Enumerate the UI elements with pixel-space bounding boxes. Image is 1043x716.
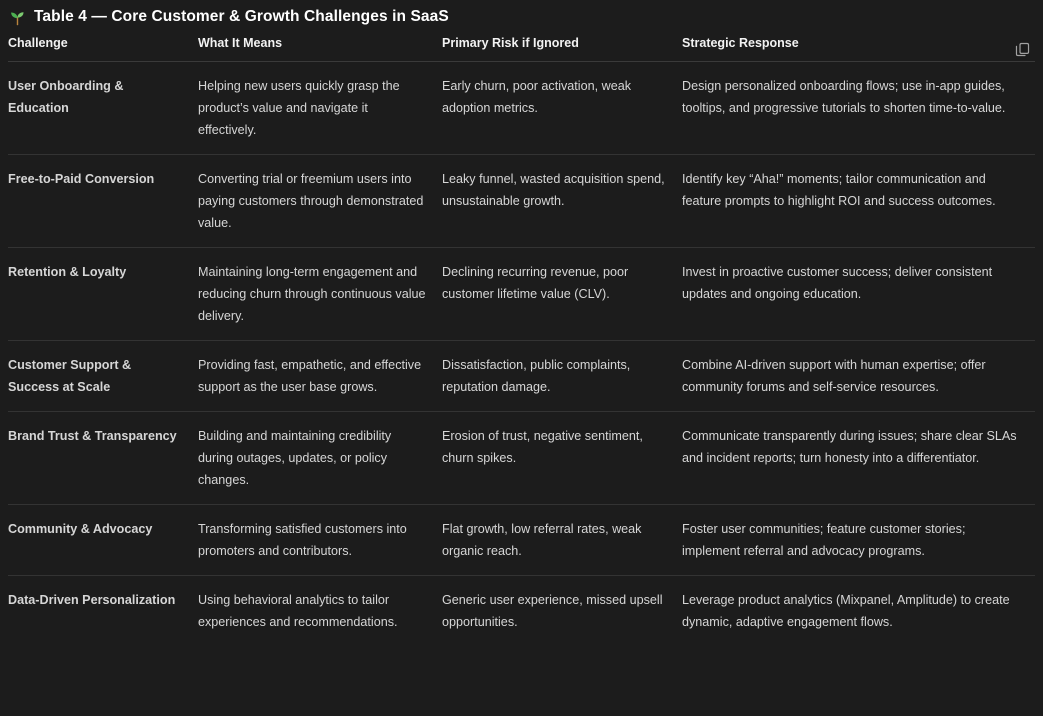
table-row [8, 155, 1035, 248]
cell-what-it-means: Converting trial or freemium users into paying customers through demonstrated value. [198, 155, 442, 248]
column-header-primary-risk: Primary Risk if Ignored [442, 36, 682, 62]
column-header-strategic-response: Strategic Response [682, 36, 1035, 62]
copy-icon[interactable] [1011, 38, 1033, 60]
page-title-text: Table 4 — Core Customer & Growth Challenges in SaaS [34, 8, 449, 25]
cell-strategic-response: Combine AI-driven support with human expertise; offer community forums and self-service resources. [682, 341, 1035, 412]
page-title [8, 0, 1035, 36]
cell-primary-risk: Early churn, poor activation, weak adoption metrics. [442, 62, 682, 155]
cell-strategic-response: Design personalized onboarding flows; use in-app guides, tooltips, and progressive tutorials to shorten time-to-value. [682, 62, 1035, 155]
challenges-table [8, 36, 1035, 646]
cell-what-it-means: Building and maintaining credibility during outages, updates, or policy changes. [198, 412, 442, 505]
cell-challenge: User Onboarding & Education [8, 62, 198, 155]
cell-challenge: Brand Trust & Transparency [8, 412, 198, 505]
cell-strategic-response: Foster user communities; feature customer stories; implement referral and advocacy programs. [682, 505, 1035, 576]
cell-challenge: Data-Driven Personalization [8, 593, 176, 607]
table-header-row [8, 36, 1035, 62]
table-row [8, 576, 1035, 647]
cell-what-it-means: Transforming satisfied customers into promoters and contributors. [198, 505, 442, 576]
cell-what-it-means: Helping new users quickly grasp the product’s value and navigate it effectively. [198, 62, 442, 155]
cell-primary-risk: Erosion of trust, negative sentiment, churn spikes. [442, 412, 682, 505]
cell-challenge: Retention & Loyalty [8, 248, 198, 341]
cell-strategic-response: Identify key “Aha!” moments; tailor communication and feature prompts to highlight ROI and success outcomes. [682, 155, 1035, 248]
cell-what-it-means: Maintaining long-term engagement and reducing churn through continuous value delivery. [198, 248, 442, 341]
cell-strategic-response: Leverage product analytics (Mixpanel, Amplitude) to create dynamic, adaptive engagement flows. [682, 593, 1010, 629]
table-row [8, 62, 1035, 155]
cell-primary-risk: Generic user experience, missed upsell opportunities. [442, 593, 663, 629]
cell-strategic-response: Invest in proactive customer success; deliver consistent updates and ongoing education. [682, 248, 1035, 341]
seedling-icon [8, 8, 26, 26]
cell-challenge: Customer Support & Success at Scale [8, 341, 198, 412]
table-row [8, 341, 1035, 412]
cell-what-it-means: Providing fast, empathetic, and effective support as the user base grows. [198, 341, 442, 412]
cell-primary-risk: Dissatisfaction, public complaints, reputation damage. [442, 341, 682, 412]
table-row [8, 412, 1035, 505]
column-header-what-it-means: What It Means [198, 36, 442, 62]
cell-strategic-response: Communicate transparently during issues; share clear SLAs and incident reports; turn honesty into a differentiator. [682, 412, 1035, 505]
cell-primary-risk: Flat growth, low referral rates, weak organic reach. [442, 505, 682, 576]
cell-challenge: Community & Advocacy [8, 505, 198, 576]
cell-primary-risk: Leaky funnel, wasted acquisition spend, unsustainable growth. [442, 155, 682, 248]
column-header-challenge: Challenge [8, 36, 198, 62]
cell-challenge: Free-to-Paid Conversion [8, 155, 198, 248]
cell-what-it-means: Using behavioral analytics to tailor experiences and recommendations. [198, 593, 398, 629]
table-row [8, 248, 1035, 341]
table-row [8, 505, 1035, 576]
cell-primary-risk: Declining recurring revenue, poor customer lifetime value (CLV). [442, 248, 682, 341]
